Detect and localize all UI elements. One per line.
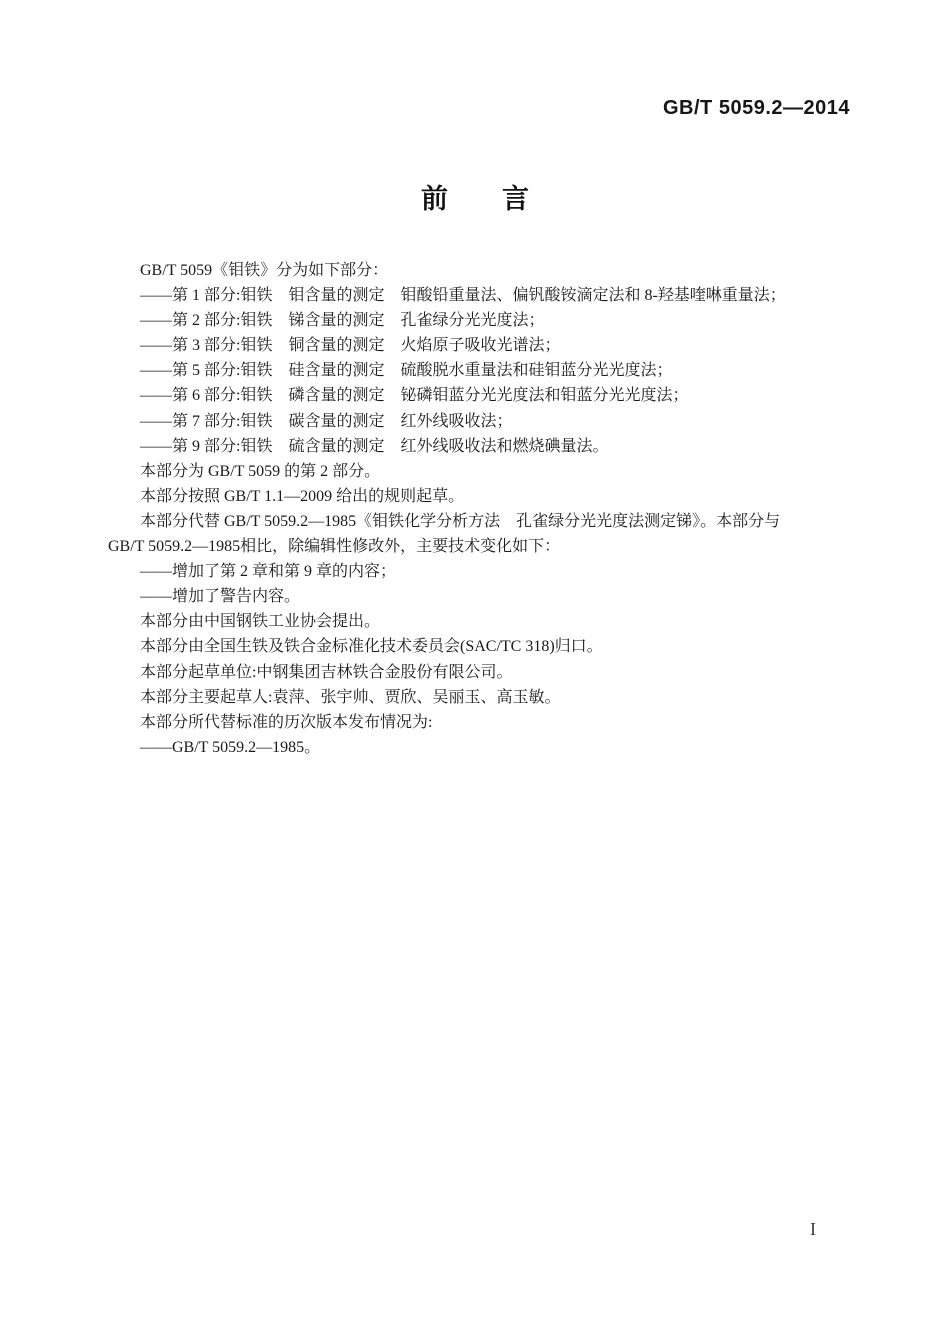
foreword-line: ——第 6 部分:钼铁 磷含量的测定 铋磷钼蓝分光光度法和钼蓝分光光度法；: [140, 387, 689, 405]
foreword-line: 本部分由全国生铁及铁合金标准化技术委员会(SAC/TC 318)归口。: [140, 638, 603, 656]
foreword-line: GB/T 5059.2—1985相比，除编辑性修改外，主要技术变化如下：: [108, 538, 561, 556]
foreword-line: 本部分代替 GB/T 5059.2—1985《钼铁化学分析方法 孔雀绿分光光度法测定锑》。本部分与: [140, 512, 781, 530]
foreword-line: GB/T 5059《钼铁》分为如下部分：: [140, 262, 389, 279]
foreword-line: 本部分为 GB/T 5059 的第 2 部分。: [140, 462, 381, 480]
page-number: I: [810, 1219, 816, 1239]
standard-number-header: GB/T 5059.2—2014: [663, 97, 850, 119]
foreword-line: ——第 5 部分:钼铁 硅含量的测定 硫酸脱水重量法和硅钼蓝分光光度法；: [140, 362, 673, 380]
foreword-line: 本部分主要起草人:袁萍、张宇帅、贾欣、吴丽玉、高玉敏。: [140, 688, 561, 706]
foreword-line: ——第 9 部分:钼铁 硫含量的测定 红外线吸收法和燃烧碘量法。: [140, 437, 609, 455]
foreword-body: [108, 258, 868, 760]
foreword-line: 本部分所代替标准的历次版本发布情况为:: [140, 713, 433, 731]
foreword-line: ——第 7 部分:钼铁 碳含量的测定 红外线吸收法；: [140, 412, 513, 430]
foreword-line: ——第 2 部分:钼铁 锑含量的测定 孔雀绿分光光度法；: [140, 312, 545, 330]
foreword-line: 本部分起草单位:中钢集团吉林铁合金股份有限公司。: [140, 663, 513, 681]
foreword-line: 本部分按照 GB/T 1.1—2009 给出的规则起草。: [140, 487, 465, 505]
foreword-line: ——增加了警告内容。: [140, 588, 301, 606]
foreword-line: ——第 1 部分:钼铁 钼含量的测定 钼酸铅重量法、偏钒酸铵滴定法和 8-羟基喹啉重量法；: [140, 287, 786, 305]
foreword-line: ——GB/T 5059.2—1985。: [140, 738, 321, 756]
foreword-line: ——增加了第 2 章和第 9 章的内容；: [140, 563, 397, 581]
page-title: 前 言: [421, 184, 529, 214]
foreword-line: 本部分由中国钢铁工业协会提出。: [140, 613, 381, 631]
foreword-line: ——第 3 部分:钼铁 铜含量的测定 火焰原子吸收光谱法；: [140, 337, 561, 355]
